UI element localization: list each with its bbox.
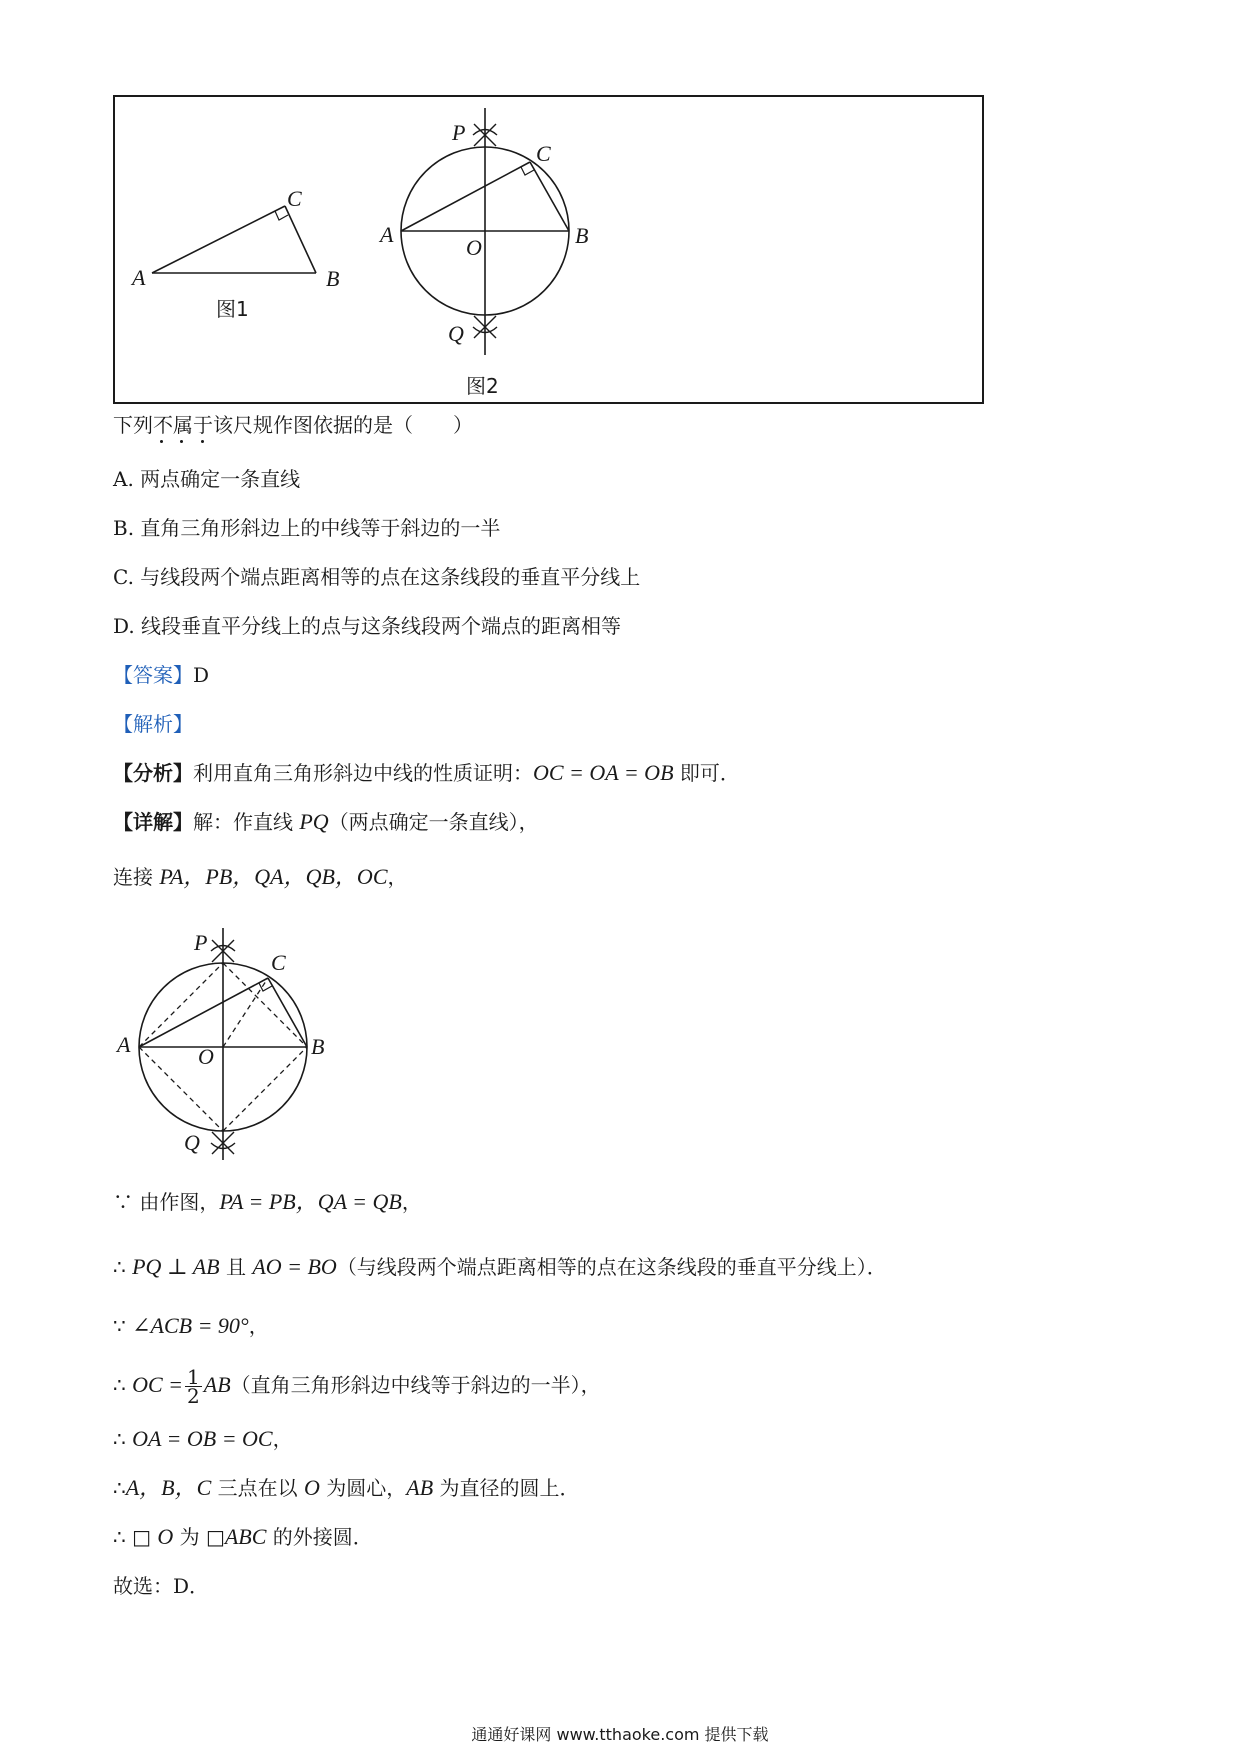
fig3-label-p: P [194, 930, 208, 955]
figure-2-circle [390, 100, 590, 360]
step-7 [113, 1524, 373, 1550]
step-math: O [157, 1524, 174, 1549]
analysis-tag: 【解析】 [113, 712, 193, 736]
xiangjie-math: PQ [299, 809, 329, 834]
fig2-label-c: C [536, 141, 551, 166]
step-math: PA = PB，QA = QB [219, 1189, 402, 1214]
fenxi-tail: 即可． [673, 761, 740, 785]
step-math: AB [406, 1475, 434, 1500]
connect-math: PA，PB，QA，QB，OC [159, 864, 388, 889]
step-text: 为圆心， [319, 1476, 407, 1500]
emphasis-dot [201, 440, 204, 443]
step-prefix: ∴ [113, 1255, 133, 1279]
step-prefix: ∴ [113, 1427, 133, 1451]
fig1-caption: 图1 [216, 297, 249, 321]
xiangjie-tail: （两点确定一条直线）， [328, 810, 539, 834]
option-c: C. 与线段两个端点距离相等的点在这条线段的垂直平分线上 [113, 565, 641, 589]
fenxi-line [113, 760, 740, 786]
figure-3-circle [120, 920, 330, 1165]
fig2-label-o: O [466, 235, 482, 260]
step-3 [113, 1313, 269, 1339]
step-math: PQ ⊥ AB [132, 1254, 220, 1279]
connect-line [113, 864, 408, 890]
fig2-label-a: A [380, 222, 394, 247]
answer-tag: 【答案】 [113, 663, 193, 687]
option-b: B. 直角三角形斜边上的中线等于斜边的一半 [113, 516, 501, 540]
step-math: AO = BO [252, 1254, 337, 1279]
step-tail: 的外接圆． [266, 1525, 373, 1549]
step-6 [113, 1475, 580, 1501]
step-1 [113, 1189, 422, 1215]
step-tail: （直角三角形斜边中线等于斜边的一半）， [230, 1373, 601, 1397]
fig2-caption: 图2 [466, 374, 499, 398]
step-text: 三点在以 [211, 1476, 305, 1500]
xiangjie-tag: 【详解】 [113, 810, 193, 834]
fraction-denominator: 2 [187, 1384, 200, 1408]
step-2 [113, 1254, 887, 1280]
connect-text: 连接 [113, 865, 160, 889]
fenxi-text: 利用直角三角形斜边中线的性质证明： [193, 761, 533, 785]
fig3-label-b: B [311, 1034, 325, 1059]
step-prefix: ∴ [113, 1476, 126, 1500]
emphasis-dot [180, 440, 183, 443]
step-math: ABC [224, 1524, 267, 1549]
step-tail: ， [272, 1427, 293, 1451]
option-d: D. 线段垂直平分线上的点与这条线段两个端点的距离相等 [113, 614, 622, 638]
step-prefix: ∴ [113, 1373, 133, 1397]
footer-credit: 通通好课网 www.tthaoke.com 提供下载 [471, 1725, 769, 1744]
fig1-label-b: B [326, 266, 340, 291]
question-stem: 下列不属于该尺规作图依据的是（ ） [113, 413, 473, 437]
step-text: 且 [219, 1255, 253, 1279]
emphasis-dot [160, 440, 163, 443]
step-tail: ， [401, 1190, 422, 1214]
fig3-label-q: Q [184, 1130, 200, 1155]
fig2-label-q: Q [448, 321, 464, 346]
step-tail: （与线段两个端点距离相等的点在这条线段的垂直平分线上）． [336, 1255, 887, 1279]
step-math: O [304, 1475, 320, 1500]
step-8: 故选：D． [113, 1574, 210, 1598]
step-math: OC = [132, 1372, 184, 1397]
fig2-label-p: P [452, 120, 466, 145]
step-math: ∠ACB = 90° [132, 1313, 249, 1338]
connect-tail: ， [387, 865, 408, 889]
step-prefix: ∵ 由作图， [113, 1190, 220, 1214]
fig1-label-a: A [132, 265, 146, 290]
xiangjie-line [113, 809, 539, 835]
fig2-label-b: B [575, 223, 589, 248]
xiangjie-text: 解：作直线 [193, 810, 300, 834]
step-tail: ， [248, 1314, 269, 1338]
fraction-numerator: 1 [187, 1365, 200, 1389]
step-prefix: ∵ [113, 1314, 133, 1338]
fig1-label-c: C [287, 186, 302, 211]
answer-line [113, 662, 209, 688]
fig3-label-a: A [117, 1032, 131, 1057]
answer-value: D [193, 663, 210, 687]
step-5 [113, 1426, 293, 1452]
step-math: A，B，C [125, 1475, 212, 1500]
step-4 [113, 1357, 601, 1413]
fenxi-tag: 【分析】 [113, 761, 193, 785]
fraction-one-half [185, 1365, 202, 1408]
step-tail: 为直径的圆上． [433, 1476, 580, 1500]
fenxi-math: OC = OA = OB [533, 760, 674, 785]
step-math: OA = OB = OC [132, 1426, 273, 1451]
fig3-label-c: C [271, 950, 286, 975]
step-math: AB [203, 1372, 231, 1397]
step-text: 为 □ [173, 1525, 225, 1549]
fig3-label-o: O [198, 1044, 214, 1069]
step-prefix: ∴ □ [113, 1525, 158, 1549]
option-a: A. 两点确定一条直线 [113, 467, 301, 491]
